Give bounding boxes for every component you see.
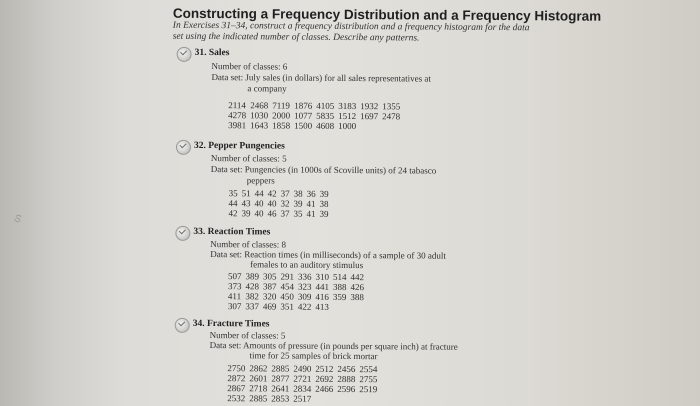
table-cell: 1643: [250, 120, 269, 131]
data-table: [228, 188, 332, 219]
table-cell: 2596: [337, 383, 356, 395]
table-cell: 323: [297, 281, 312, 292]
table-cell: 422: [297, 301, 312, 312]
table-cell: 43: [241, 198, 251, 209]
table-cell: 2478: [382, 111, 401, 122]
dataset-description: Data set: July sales (in dollars) for all sales representatives at: [211, 72, 431, 84]
exercise-heading: 33. Reaction Times: [193, 226, 271, 238]
table-cell: 359: [332, 291, 347, 302]
table-cell: 2750: [227, 363, 246, 374]
table-cell: 2885: [271, 363, 290, 374]
table-cell: 37: [280, 208, 290, 219]
table-cell: 40: [254, 198, 264, 209]
table-cell: 1876: [294, 100, 313, 111]
table-cell: 514: [333, 271, 347, 282]
table-cell: 2490: [293, 363, 312, 374]
data-table: [228, 100, 404, 131]
table-cell: 35: [228, 188, 238, 199]
check-circle-icon[interactable]: [177, 47, 192, 62]
table-cell: 7119: [272, 100, 290, 111]
table-cell: 39: [293, 198, 303, 209]
table-cell: 2601: [249, 373, 268, 384]
dataset-description: Data set: Amounts of pressure (in pounds per square inch) at fracture: [209, 340, 458, 352]
table-cell: 42: [228, 208, 238, 219]
table-cell: 2692: [315, 373, 334, 384]
table-cell: 2517: [293, 393, 312, 404]
exercise-heading: 31. Sales: [194, 47, 230, 59]
check-circle-icon[interactable]: [175, 226, 190, 241]
dataset-description-cont: a company: [247, 83, 287, 94]
table-cell: 2641: [271, 383, 290, 394]
table-cell: 441: [315, 281, 330, 292]
table-cell: 40: [267, 198, 277, 209]
table-cell: 310: [315, 271, 330, 282]
table-cell: 2721: [293, 373, 312, 384]
table-cell: 2834: [293, 383, 312, 394]
table-cell: 4608: [316, 120, 335, 131]
table-cell: 411: [227, 291, 242, 302]
table-cell: 4278: [228, 110, 247, 121]
table-cell: 507: [228, 271, 242, 282]
section-intro: In Exercises 31–34, construct a frequency distribution and a frequency histogram for the data set using the indicated number of classes. Describe any patterns.: [172, 20, 530, 44]
table-cell: 2554: [359, 364, 378, 375]
table-cell: 2468: [250, 100, 269, 111]
table-row: [227, 393, 381, 404]
table-row: [229, 198, 333, 209]
table-cell: 2862: [249, 363, 268, 374]
table-cell: 450: [280, 291, 294, 302]
table-cell: 382: [245, 291, 259, 302]
table-cell: 32: [280, 198, 290, 209]
table-cell: 387: [262, 281, 277, 292]
table-cell: 39: [319, 188, 329, 199]
dataset-description: Data set: Pungencies (in 1000s of Scoville units) of 24 tabasco: [210, 164, 437, 176]
table-cell: 305: [263, 271, 277, 282]
table-cell: 2885: [249, 393, 268, 404]
exercise-heading: 34. Fracture Times: [192, 318, 270, 330]
data-table: [228, 271, 368, 312]
table-cell: 2853: [271, 393, 290, 404]
table-cell: 4105: [316, 100, 335, 111]
data-table: [227, 363, 381, 404]
table-cell: 44: [228, 198, 238, 209]
table-cell: 454: [280, 281, 295, 292]
table-cell: 2888: [337, 373, 356, 385]
table-cell: 388: [350, 292, 364, 303]
table-cell: 36: [306, 188, 316, 199]
classes-count: Number of classes: 6: [211, 61, 288, 72]
table-cell: 320: [262, 291, 277, 302]
table-cell: 1500: [294, 120, 313, 131]
table-cell: 3981: [228, 120, 247, 131]
table-cell: 307: [227, 301, 242, 312]
table-row: [228, 208, 332, 219]
dataset-description-cont: females to an auditory stimulus: [250, 259, 364, 271]
table-cell: 1000: [338, 120, 357, 132]
table-cell: 3183: [338, 100, 357, 112]
table-cell: 2755: [359, 374, 378, 385]
table-cell: 337: [245, 301, 259, 312]
table-cell: 1030: [250, 110, 269, 121]
table-row: [228, 120, 404, 131]
table-cell: 416: [315, 291, 329, 302]
table-cell: 1697: [360, 111, 379, 122]
table-row: [229, 188, 333, 199]
table-cell: 291: [280, 271, 295, 282]
classes-count: Number of classes: 5: [210, 153, 287, 164]
table-cell: 2466: [315, 383, 334, 394]
dataset-description-cont: peppers: [246, 175, 275, 186]
table-cell: 38: [319, 198, 329, 209]
table-cell: 2532: [227, 393, 246, 404]
table-cell: 2114: [228, 100, 246, 111]
table-cell: 42: [267, 188, 277, 199]
table-cell: 1512: [338, 110, 357, 122]
table-cell: 41: [306, 198, 316, 209]
table-cell: 46: [267, 208, 277, 219]
table-cell: 309: [297, 291, 312, 302]
table-cell: 2867: [227, 383, 246, 394]
table-cell: 2456: [337, 363, 356, 375]
section-title: Constructing a Frequency Distribution and a Frequency Histogram: [172, 5, 602, 24]
table-cell: 1858: [272, 120, 291, 131]
table-cell: 35: [293, 208, 303, 219]
table-cell: 2877: [271, 373, 290, 384]
table-cell: 388: [332, 281, 347, 292]
table-cell: 2519: [359, 384, 378, 395]
dataset-description-cont: time for 25 samples of brick mortar: [249, 350, 378, 362]
table-cell: 426: [350, 282, 365, 293]
table-cell: 41: [306, 208, 316, 219]
table-cell: 428: [245, 281, 260, 292]
exercise-heading: 32. Pepper Pungencies: [193, 140, 285, 152]
table-cell: 1355: [382, 101, 401, 112]
table-cell: 5835: [316, 110, 335, 121]
check-circle-icon[interactable]: [175, 318, 190, 333]
margin-mark: ಽ: [11, 210, 24, 227]
table-cell: 351: [280, 301, 294, 312]
table-cell: 1932: [360, 101, 379, 112]
classes-count: Number of classes: 8: [210, 239, 287, 250]
table-cell: 40: [254, 208, 264, 219]
table-cell: 2718: [249, 383, 268, 394]
table-cell: 469: [262, 301, 277, 312]
table-cell: 38: [293, 188, 303, 199]
table-cell: 37: [280, 188, 290, 199]
classes-count: Number of classes: 5: [209, 330, 286, 341]
table-row: [228, 301, 368, 312]
table-cell: 51: [241, 188, 251, 199]
check-circle-icon[interactable]: [176, 140, 191, 155]
table-cell: 39: [241, 208, 251, 219]
table-cell: 39: [319, 208, 329, 219]
table-cell: 2512: [315, 363, 334, 374]
table-cell: 389: [245, 271, 260, 282]
table-cell: 442: [350, 272, 365, 283]
table-cell: 44: [254, 188, 264, 199]
table-cell: 1077: [294, 110, 313, 121]
dataset-description: Data set: Reaction times (in milliseconds) of a sample of 30 adult: [210, 249, 446, 261]
table-cell: 373: [227, 281, 242, 292]
table-cell: 2872: [227, 373, 246, 384]
table-cell: 336: [298, 271, 312, 282]
table-cell: 2000: [272, 110, 291, 121]
table-cell: 413: [315, 301, 329, 312]
